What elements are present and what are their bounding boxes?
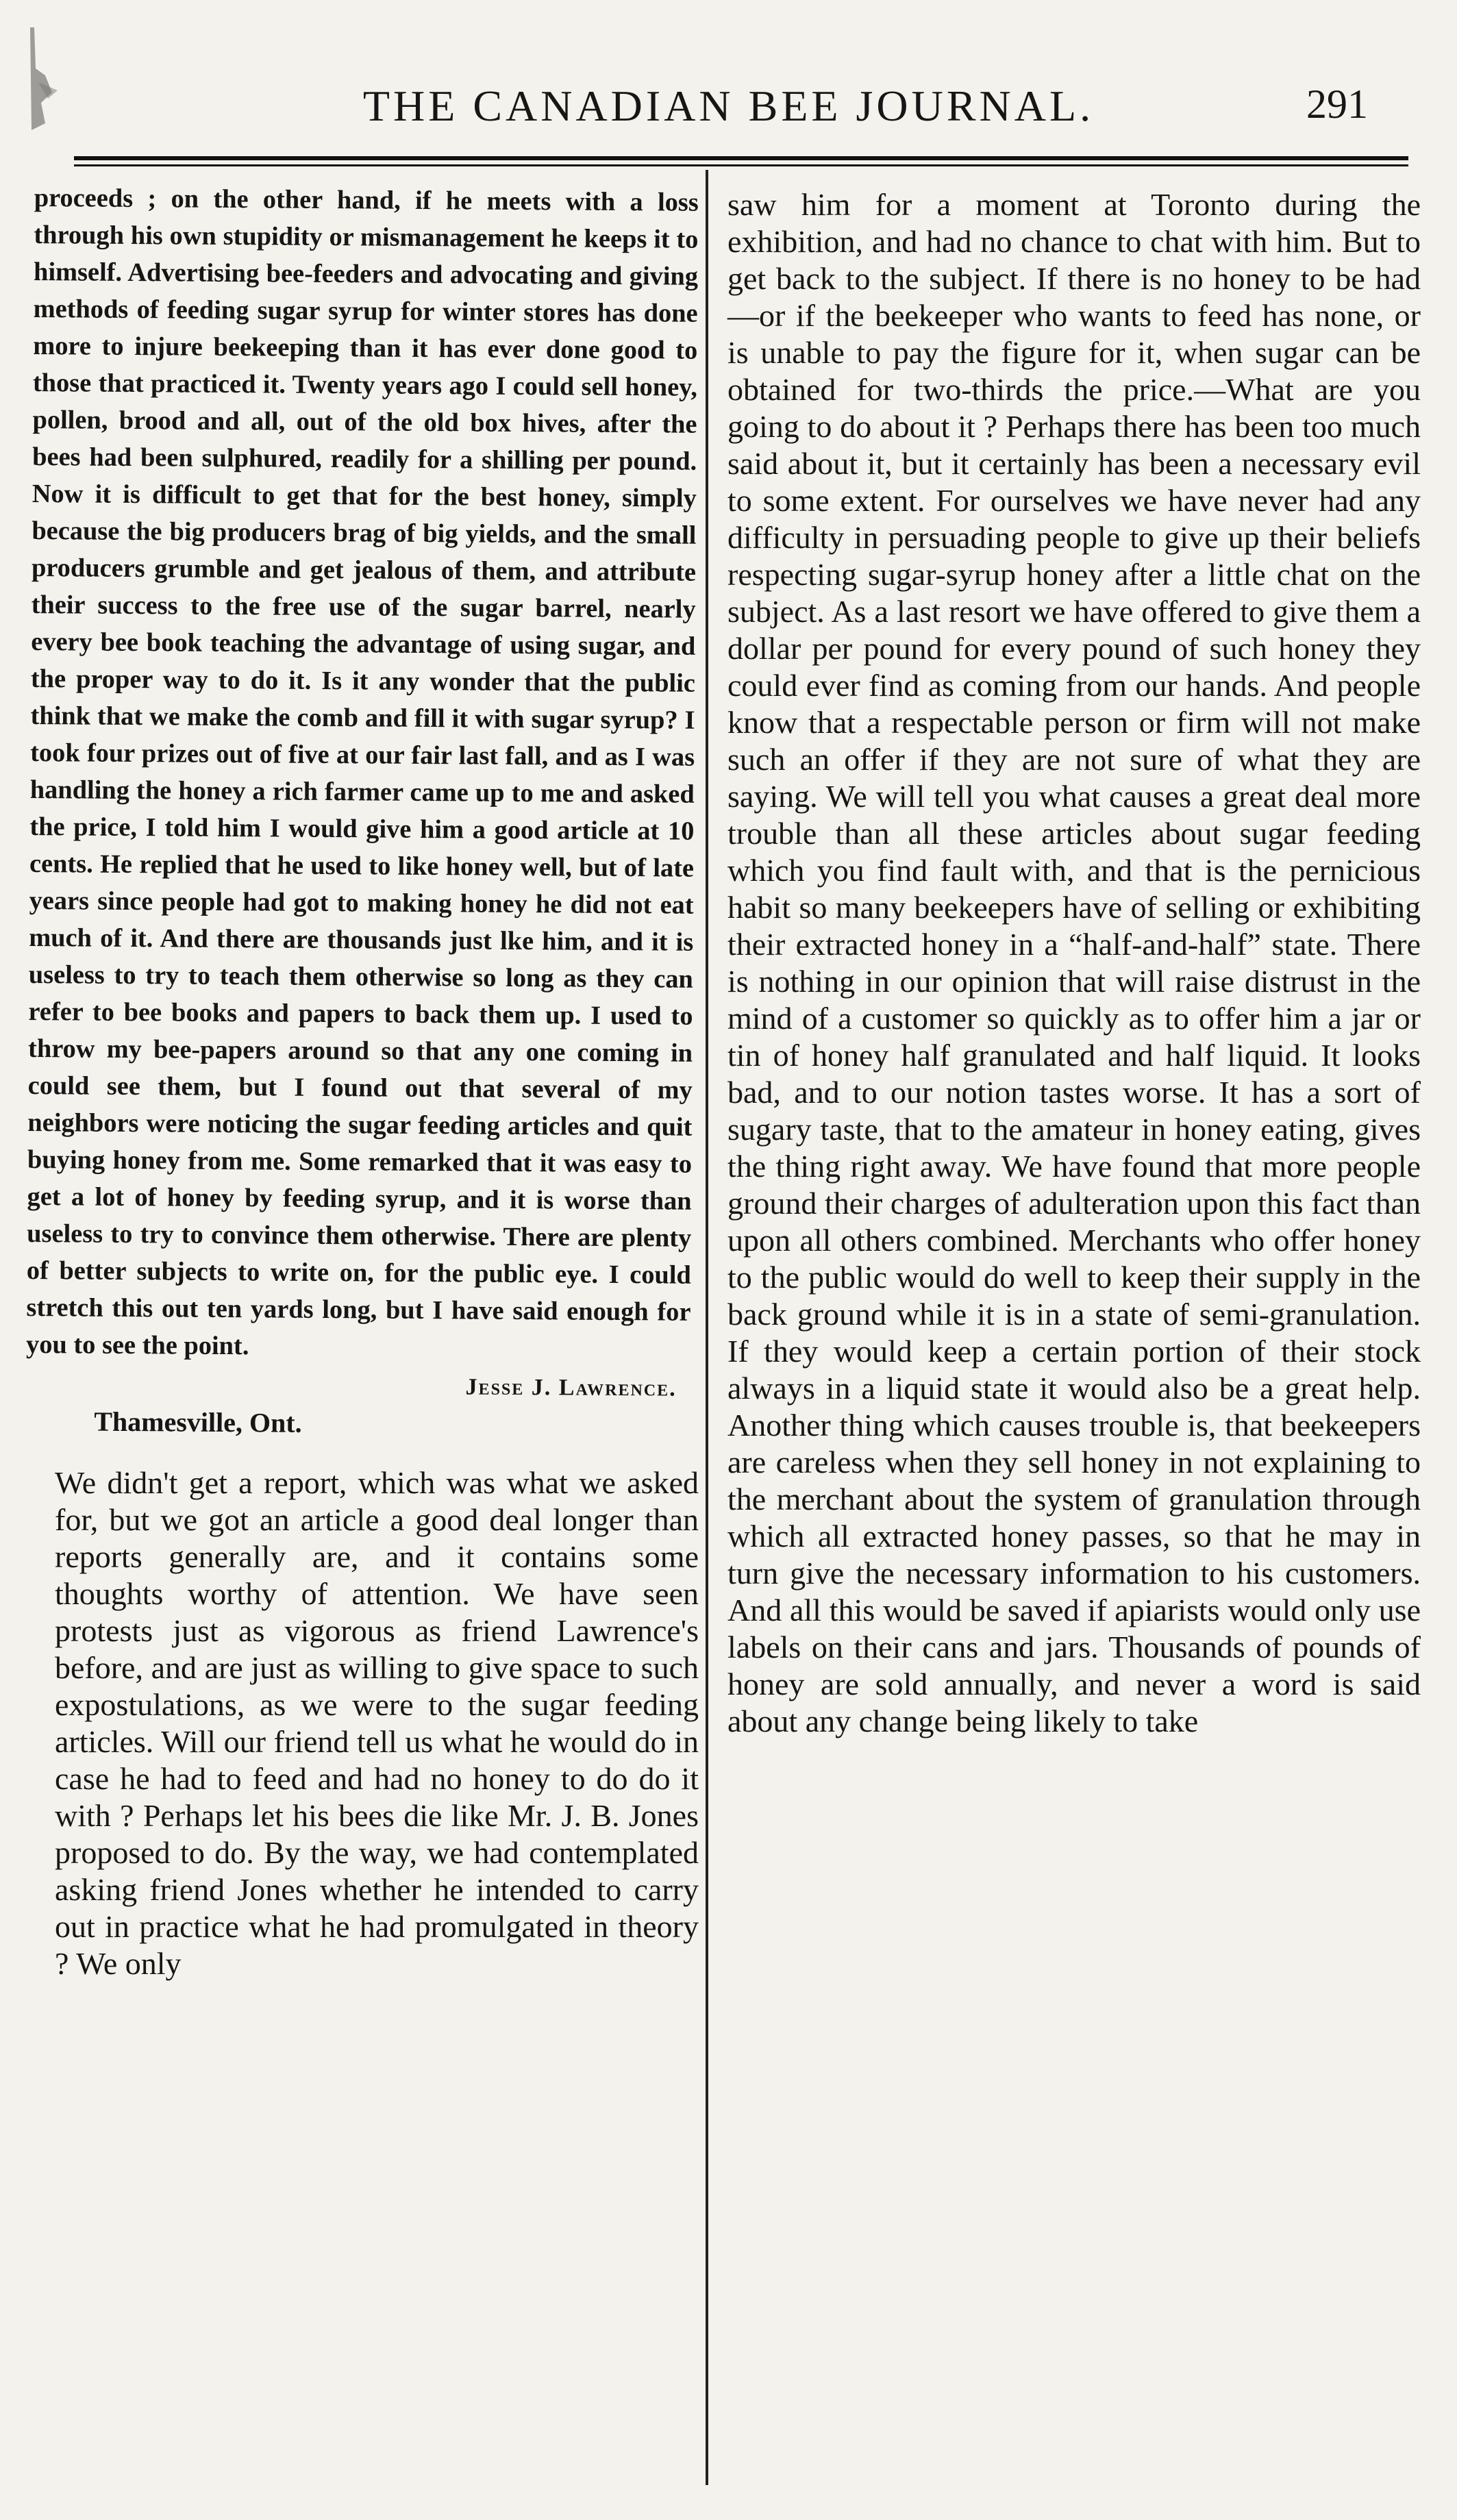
letter-body: proceeds ; on the other hand, if he meets with a loss through his own stupidity or mismanagement he keeps it to himself. Advertising bee-feeders and advocating and giving methods of feeding sugar syrup for winter stores has done more to injure beekeeping than it has ever done good to those that practiced it. Twenty years ago I could sell honey, pollen, brood and all, out of the old box hives, after the bees had been sulphured, readily for a shilling per pound. Now it is difficult to get that for the best honey, simply because the big producers brag of big yields, and the small producers grumble and get jealous of them, and attribute their success to the free use of the sugar barrel, nearly every bee book teaching the advantage of using sugar, and the proper way to do it. Is it any wonder that the public think that we make the comb and fill it with sugar syrup? I took four prizes out of five at our fair last fall, and as I was handling the honey a rich farmer came up to me and asked the price, I told him I would give him a good article at 10 cents. He replied that he used to like honey well, but of late years since people had got to making honey he did not eat much of it. And there are thousands just lke him, and it is useless to try to teach them otherwise so long as they can refer to bee books and papers to back them up. I used to throw my bee-papers around so that any one coming in could see them, but I found out that several of my neighbors were noticing the sugar feeding articles and quit buying honey from me. Some remarked that it was easy to get a lot of honey by feeding syrup, and it is worse than useless to try to convince them otherwise. There are plenty of better subjects to write on, for the public eye. I could stretch this out ten yards long, but I have said enough for you to see the point. [25,183,699,1361]
editorial-reply-start: We didn't get a report, which was what we asked for, but we got an article a good deal longer than reports generally are, and it contains some thoughts worthy of attention. We have seen protests just as vigorous as friend Lawrence's before, and are just as willing to give space to such expostulations, as we were to the sugar feeding articles. Will our friend tell us what he would do in case he had to feed and had no honey to do do it with ? Perhaps let his bees die like Mr. J. B. Jones proposed to do. By the way, we had contemplated asking friend Jones whether he intended to carry out in practice what he had promulgated in theory ? We only [55,1465,699,1981]
right-column [727,179,1421,1740]
reader-letter [25,179,699,1445]
left-column [27,179,699,1982]
editorial-reply-continued: saw him for a moment at Toronto during the exhibition, and had no chance to chat with him. But to get back to the subject. If there is no honey to be had—or if the beekeeper who wants to feed has none, or is unable to pay the figure for it, when sugar can be obtained for two-thirds the price.—What are you going to do about it ? Perhaps there has been too much said about it, but it certainly has been a necessary evil to some extent. For ourselves we have never had any difficulty in persuading people to give up their beliefs respecting sugar-syrup honey after a little chat on the subject. As a last resort we have offered to give them a dollar per pound for every pound of such honey they could ever find as coming from our hands. And people know that a respectable person or firm will not make such an offer if they are not sure of what they are saying. We will tell you what causes a great deal more trouble than all these articles about sugar feeding which you find fault with, and that is the pernicious habit so many beekeepers have of selling or exhibiting their extracted honey in a “half-and-half” state. There is nothing in our opinion that will raise distrust in the mind of a customer so quickly as to offer him a jar or tin of honey half granulated and half liquid. It looks bad, and to our notion tastes worse. It has a sort of sugary taste, that to the amateur in honey eating, gives the thing right away. We have found that more people ground their charges of adulteration upon this fact than upon all others combined. Merchants who offer honey to the public would do well to keep their supply in the back ground while it is in a state of semi-granulation. If they would keep a certain portion of their stock always in a liquid state it would also be a great help. Another thing which causes trouble is, that beekeepers are careless when they sell honey in not explaining to the merchant about the system of granulation through which all extracted honey passes, so that he may in turn give the necessary information to his customers. And all this would be saved if apiarists would only use labels on their cans and jars. Thousands of pounds of honey are sold annually, and never a word is said about any change being likely to take [727,187,1421,1738]
page-number: 291 [1306,82,1368,127]
header-rule-thin [74,164,1408,166]
letter-dateline: Thamesville, Ont. [94,1406,302,1438]
journal-title: THE CANADIAN BEE JOURNAL. [362,82,1095,130]
column-divider [706,170,708,2485]
letter-signature: Jesse J. Lawrence. [465,1374,677,1401]
page-header [0,81,1457,149]
header-rule-thick [74,156,1408,160]
